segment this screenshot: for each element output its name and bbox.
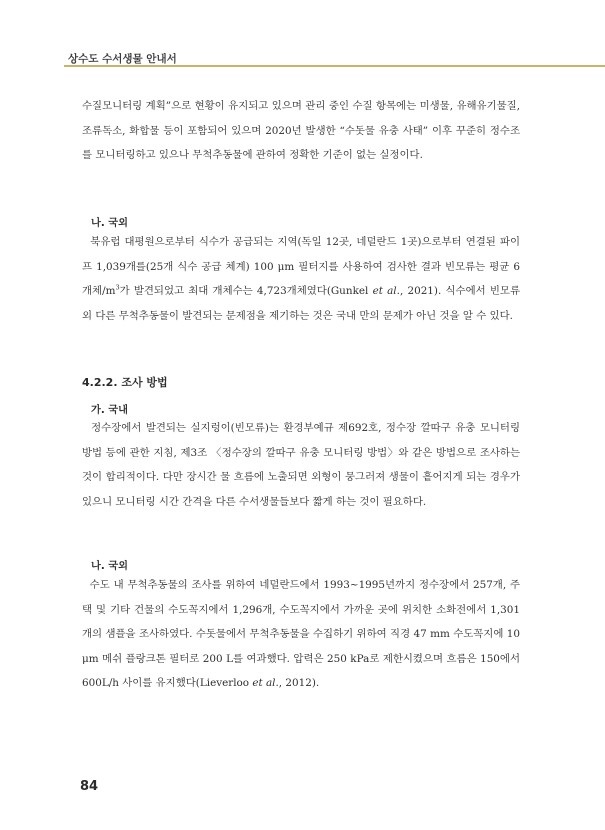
- text-segment: 가 발견되었고 최대 개체수는 4,723개체였다(Gunkel: [119, 285, 373, 298]
- page-header: [0, 0, 605, 70]
- section-heading-4-2-2: 4.2.2. 조사 방법: [82, 376, 168, 389]
- running-header-title: 상수도 수서생물 안내서: [68, 53, 177, 65]
- text-segment: 북유럽 대평원으로부터 식수가 공급되는 지역(독일 12곳, 네덜란드 1곳)으로부터 연결된 파이프 1,039개를(25개 식수 공급 체계) 100 μm 필터지를 사용하여 검사한 결과 빈모류는 평균 6개체/m: [82, 236, 521, 298]
- paragraph-text: 수질모니터링 계획”으로 현황이 유지되고 있으며 관리 중인 수질 항목에는 미생물, 유해유기물질, 조류독소, 화합물 등이 포함되어 있으며 2020년 발생한 “수돗물 유충 사태” 이후 꾸준히 정수조를 모니터링하고 있으나 무척추동물에 관하여 정확한 기준이 없는 실정이다.: [82, 100, 520, 162]
- page-number: 84: [80, 779, 99, 794]
- unit-superscript: 3: [115, 283, 120, 292]
- text-segment: 정수장에서 발견되는 실지렁이(빈모류)는 환경부예규 제692호, 정수장 깔따구 유충 모니터링 방법 등에 관한 지침, 제3조 〈정수장의 깔따구 유충 모니터링 방법〉와 같은 방법으로 조사하는 것이 합리적이다. 다만 장시간 물 흐름에 노출되면 외형이 뭉그러져 생물이 흩어지게 되는 경우가 있으니 모니터링 시간 간격을 다른 수서생물들보다 짧게 하는 것이 필요하다.: [82, 422, 521, 508]
- header-divider: [64, 65, 605, 67]
- citation-etal: et al: [252, 677, 276, 690]
- paragraph-continuation: [82, 94, 520, 168]
- subheading-domestic: 가. 국내: [91, 405, 128, 416]
- paragraph-text: [82, 573, 520, 696]
- paragraph-domestic: [82, 416, 520, 514]
- paragraph-text: [82, 230, 520, 328]
- text-segment: ., 2021). 식수에서 빈모류 외 다른 무척추동물이 발견되는 문제점을 제기하는 것은 국내 만의 문제가 아닌 것을 알 수 있다.: [82, 285, 520, 322]
- paragraph-overseas-2: [82, 573, 520, 696]
- subheading-overseas: 나. 국외: [91, 218, 128, 229]
- paragraph-text: [82, 416, 520, 514]
- text-segment: ., 2012).: [275, 677, 320, 690]
- subheading-overseas-2: 나. 국외: [91, 561, 128, 572]
- citation-etal: et al: [372, 285, 397, 298]
- paragraph-overseas-1: [82, 230, 520, 328]
- text-segment: 수도 내 무척추동물의 조사를 위하여 네덜란드에서 1993~1995년까지 정수장에서 257개, 주택 및 기타 건물의 수도꼭지에서 1,296개, 수도꼭지에서 가까운 곳에 위치한 소화전에서 1,301개의 샘플을 조사하였다. 수돗물에서 무척추동물을 수집하기 위하여 직경 47 mm 수도꼭지에 10 μm 메쉬 플랑크톤 필터로 200 L를 여과했다. 압력은 250 kPa로 제한시켰으며 흐름은 150에서 600L/h 사이를 유지했다(Lieverloo: [82, 579, 521, 690]
